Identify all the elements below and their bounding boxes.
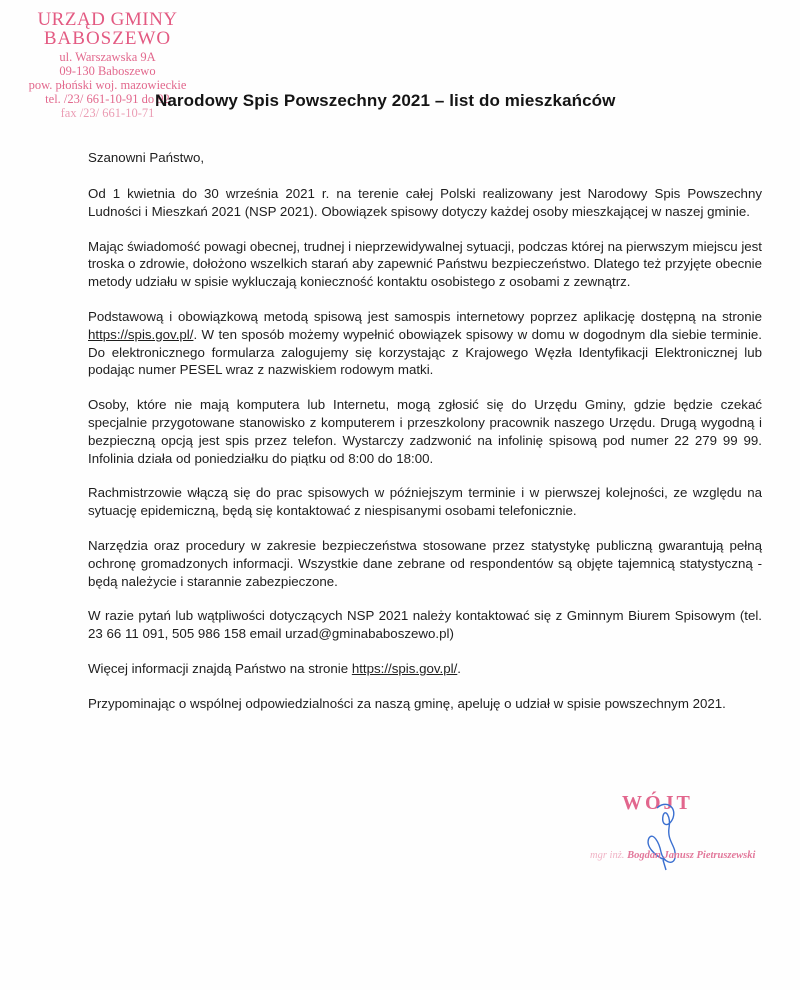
signatory-prefix: mgr inż. (590, 850, 625, 861)
paragraph-self-census (88, 308, 762, 379)
paragraph-data-security: Narzędzia oraz procedury w zakresie bezpieczeństwa stosowane przez statystykę publiczną gwarantują pełną ochronę gromadzonych informacji. Wszystkie dane zebrane od respondentów są objęte tajemnicą statystyczną - będą należycie i starannie zabezpieczone. (88, 537, 762, 589)
paragraph-intro: Od 1 kwietnia do 30 września 2021 r. na terenie całej Polski realizowany jest Narodowy Spis Powszechny Ludności i Mieszkań 2021 (NSP 2021). Obowiązek spisowy dotyczy każdej osoby mieszkającej w naszej gminie. (88, 186, 762, 219)
spis-gov-link[interactable]: https://spis.gov.pl/ (88, 326, 194, 342)
paragraph-text: Więcej informacji znajdą Państwo na stronie (88, 660, 352, 676)
stamp-region: pow. płoński woj. mazowieckie (28, 78, 187, 92)
spis-gov-link-2[interactable]: https://spis.gov.pl/ (351, 660, 458, 676)
letter-body (88, 150, 762, 730)
stamp-municipality: BABOSZEWO (43, 28, 172, 49)
paragraph-text: . W ten sposób możemy wypełnić obowiązek spisowy w domu w dogodnym dla siebie terminie. Do elektronicznego formularza zalogujemy się korzystając z Krajowego Węzła Identyfikacji Elektronicznej lub podając numer PESEL wraz z nazwiskiem rodowym matki. (88, 326, 762, 378)
paragraph-closing: Przypominając o wspólnej odpowiedzialności za naszą gminę, apeluję o udział w spisie powszechnym 2021. (88, 695, 726, 711)
paragraph-phone-option: Osoby, które nie mają komputera lub Internetu, mogą zgłosić się do Urzędu Gminy, gdzie będzie czekać specjalnie przygotowane stanowisko z komputerem i przeszkolony pracownik naszego Urzędu. Drugą wygodną i bezpieczną opcją jest spis przez telefon. Wystarczy zadzwonić na infolinię spisową pod numer 22 279 99 99. Infolinia działa od poniedziałku do piątku od 8:00 do 18:00. (88, 397, 762, 466)
stamp-postal: 09-130 Baboszewo (59, 64, 156, 78)
paragraph-contact: W razie pytań lub wątpliwości dotyczących NSP 2021 należy kontaktować się z Gminnym Biurem Spisowym (tel. 23 66 11 091, 505 986 158 email urzad@gminababoszewo.pl) (88, 608, 762, 642)
signatory-full-name: Bogdan Janusz Pietruszewski (627, 850, 756, 861)
signatory-name (560, 850, 800, 861)
paragraph-safety: Mając świadomość powagi obecnej, trudnej i nieprzewidywalnej sytuacji, podczas której na pierwszym miejscu jest troska o zdrowie, dołożono wszelkich starań aby zapewnić Państwu bezpieczeństwo. Dlatego też przyjęte obecnie metody udziału w spisie wykluczają konieczność kontaktu osobistego z osobami z zewnątrz. (88, 238, 763, 290)
stamp-phone: tel. /23/ 661-10-91 do 92 (45, 92, 170, 106)
handwritten-signature-icon (635, 802, 695, 872)
paragraph-text: Podstawową i obowiązkową metodą spisową jest samospis internetowy poprzez aplikację dostępną na stronie (88, 308, 762, 324)
document-title: Narodowy Spis Powszechny 2021 – list do mieszkańców (155, 91, 616, 110)
stamp-street: ul. Warszawska 9A (59, 50, 156, 64)
signature-title: WÓJT (622, 792, 693, 814)
paragraph-enumerators: Rachmistrzowie włączą się do prac spisowych w późniejszym terminie i w pierwszej kolejności, ze względu na sytuację epidemiczną, będą się kontaktować z niespisanymi osobami telefonicznie. (88, 485, 762, 519)
signature-block (560, 790, 800, 870)
paragraph-more-info (88, 660, 762, 678)
paragraph-text: . (457, 660, 461, 676)
stamp-fax: fax /23/ 661-10-71 (60, 106, 155, 120)
stamp-office-name: URZĄD GMINY (37, 9, 178, 30)
greeting: Szanowni Państwo, (88, 150, 205, 165)
